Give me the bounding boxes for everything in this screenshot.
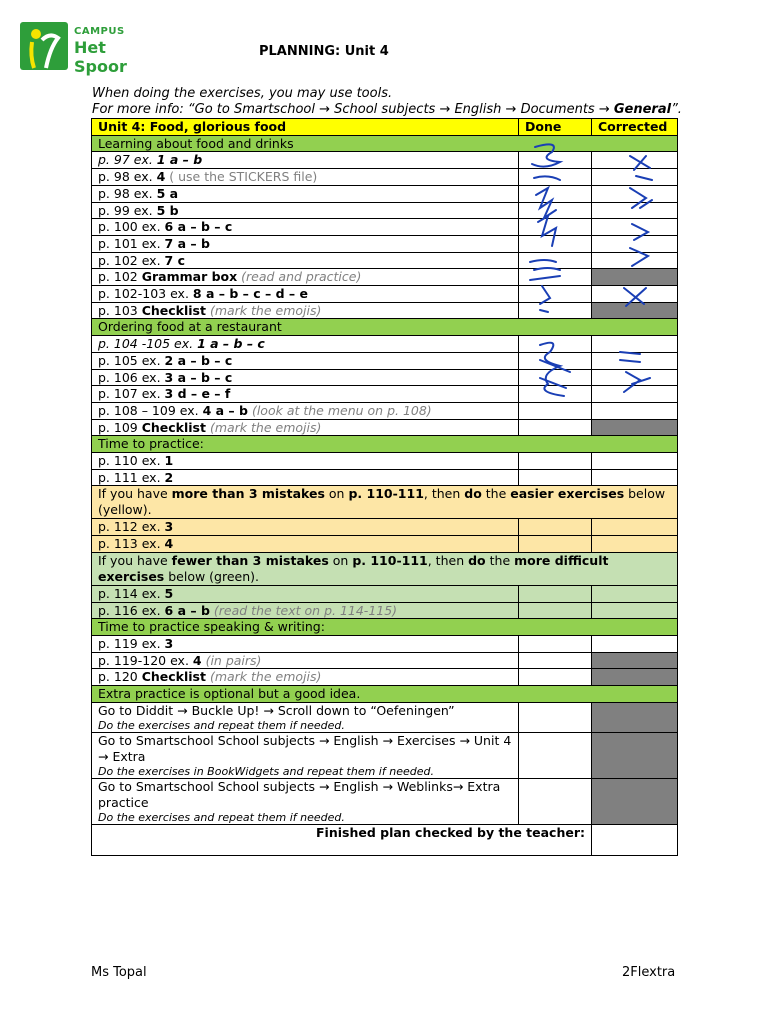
footer-teacher: Ms Topal — [91, 965, 147, 980]
done-cell[interactable] — [519, 219, 592, 236]
intro — [92, 86, 682, 118]
corrected-cell[interactable] — [592, 202, 678, 219]
done-cell[interactable] — [519, 336, 592, 353]
done-cell[interactable] — [519, 302, 592, 319]
table-row: p. 116 ex. 6 a – b (read the text on p. 114-115) — [92, 602, 678, 619]
corrected-cell[interactable] — [592, 585, 678, 602]
corrected-cell[interactable] — [592, 252, 678, 269]
table-row: p. 98 ex. 5 a — [92, 185, 678, 202]
table-row: p. 102 Grammar box (read and practice) — [92, 269, 678, 286]
header-corrected: Corrected — [592, 119, 678, 136]
logo-campus: CAMPUS — [74, 26, 125, 37]
corrected-cell[interactable] — [592, 402, 678, 419]
done-cell[interactable] — [519, 235, 592, 252]
corrected-cell-disabled — [592, 702, 678, 732]
corrected-cell[interactable] — [592, 219, 678, 236]
table-row: p. 102-103 ex. 8 a – b – c – d – e — [92, 286, 678, 303]
corrected-cell-disabled — [592, 269, 678, 286]
done-cell[interactable] — [519, 152, 592, 169]
table-row: p. 101 ex. 7 a – b — [92, 235, 678, 252]
table-row: p. 104 -105 ex. 1 a – b – c — [92, 336, 678, 353]
table-row: p. 107 ex. 3 d – e – f — [92, 386, 678, 403]
table-row: p. 114 ex. 5 — [92, 585, 678, 602]
table-row: p. 102 ex. 7 c — [92, 252, 678, 269]
corrected-cell-disabled — [592, 419, 678, 436]
done-cell[interactable] — [519, 252, 592, 269]
corrected-cell-disabled — [592, 652, 678, 669]
done-cell[interactable] — [519, 602, 592, 619]
done-cell[interactable] — [519, 469, 592, 486]
done-cell[interactable] — [519, 635, 592, 652]
table-row: p. 113 ex. 4 — [92, 536, 678, 553]
done-cell[interactable] — [519, 519, 592, 536]
corrected-cell[interactable] — [592, 602, 678, 619]
corrected-cell[interactable] — [592, 286, 678, 303]
table-row: p. 120 Checklist (mark the emojis) — [92, 669, 678, 686]
done-cell[interactable] — [519, 453, 592, 470]
teacher-check-cell[interactable] — [592, 824, 678, 855]
done-cell[interactable] — [519, 585, 592, 602]
extra-row: Go to Smartschool School subjects → English → Exercises → Unit 4 → Extra Do the exercises in BookWidgets and repeat them if needed. — [92, 732, 678, 778]
extra-row: Go to Diddit → Buckle Up! → Scroll down to “Oefeningen” Do the exercises and repeat them if needed. — [92, 702, 678, 732]
instruction-row-easier: If you have more than 3 mistakes on p. 110-111, then do the easier exercises below (yellow). — [92, 486, 678, 519]
planning-table — [91, 118, 678, 856]
section-row: Time to practice: — [92, 436, 678, 453]
done-cell[interactable] — [519, 169, 592, 186]
table-row: p. 119-120 ex. 4 (in pairs) — [92, 652, 678, 669]
corrected-cell[interactable] — [592, 152, 678, 169]
done-cell[interactable] — [519, 536, 592, 553]
header-done: Done — [519, 119, 592, 136]
corrected-cell[interactable] — [592, 386, 678, 403]
done-cell[interactable] — [519, 386, 592, 403]
header-unit: Unit 4: Food, glorious food — [92, 119, 519, 136]
section-row: Ordering food at a restaurant — [92, 319, 678, 336]
corrected-cell-disabled — [592, 302, 678, 319]
campus-logo — [20, 22, 155, 76]
section-row: Learning about food and drinks — [92, 135, 678, 152]
done-cell[interactable] — [519, 652, 592, 669]
corrected-cell[interactable] — [592, 336, 678, 353]
corrected-cell[interactable] — [592, 169, 678, 186]
table-row: p. 111 ex. 2 — [92, 469, 678, 486]
done-cell[interactable] — [519, 778, 592, 824]
done-cell[interactable] — [519, 669, 592, 686]
table-row: p. 105 ex. 2 a – b – c — [92, 352, 678, 369]
done-cell[interactable] — [519, 732, 592, 778]
page-title: PLANNING: Unit 4 — [259, 44, 389, 59]
done-cell[interactable] — [519, 185, 592, 202]
done-cell[interactable] — [519, 286, 592, 303]
table-header — [92, 119, 678, 136]
instruction-row-difficult: If you have fewer than 3 mistakes on p. 110-111, then do the more difficult exercises below (green). — [92, 552, 678, 585]
table-row: p. 110 ex. 1 — [92, 453, 678, 470]
table-row: p. 112 ex. 3 — [92, 519, 678, 536]
table-row: p. 97 ex. 1 a – b — [92, 152, 678, 169]
intro-line-1: When doing the exercises, you may use tools. — [92, 86, 393, 101]
corrected-cell[interactable] — [592, 536, 678, 553]
final-check-row — [92, 824, 678, 855]
done-cell[interactable] — [519, 269, 592, 286]
table-row: p. 103 Checklist (mark the emojis) — [92, 302, 678, 319]
table-row: p. 100 ex. 6 a – b – c — [92, 219, 678, 236]
corrected-cell[interactable] — [592, 635, 678, 652]
footer-class: 2Flextra — [622, 965, 676, 980]
done-cell[interactable] — [519, 402, 592, 419]
done-cell[interactable] — [519, 352, 592, 369]
section-row: Extra practice is optional but a good idea. — [92, 686, 678, 703]
corrected-cell[interactable] — [592, 519, 678, 536]
section-row: Time to practice speaking & writing: — [92, 619, 678, 636]
table-row: p. 98 ex. 4 ( use the STICKERS file) — [92, 169, 678, 186]
corrected-cell-disabled — [592, 669, 678, 686]
corrected-cell[interactable] — [592, 235, 678, 252]
corrected-cell-disabled — [592, 778, 678, 824]
table-row: p. 109 Checklist (mark the emojis) — [92, 419, 678, 436]
table-row: p. 108 – 109 ex. 4 a – b (look at the menu on p. 108) — [92, 402, 678, 419]
corrected-cell[interactable] — [592, 352, 678, 369]
table-row: p. 106 ex. 3 a – b – c — [92, 369, 678, 386]
done-cell[interactable] — [519, 702, 592, 732]
corrected-cell[interactable] — [592, 453, 678, 470]
done-cell[interactable] — [519, 369, 592, 386]
corrected-cell[interactable] — [592, 469, 678, 486]
final-check-label: Finished plan checked by the teacher: — [92, 824, 592, 855]
logo-name: Het Spoor — [74, 38, 127, 76]
intro-line-2: For more info: “Go to Smartschool → School subjects → English → Documents → General”. — [92, 102, 682, 117]
corrected-cell[interactable] — [592, 369, 678, 386]
corrected-cell-disabled — [592, 732, 678, 778]
done-cell[interactable] — [519, 419, 592, 436]
corrected-cell[interactable] — [592, 185, 678, 202]
logo-mark-icon — [20, 22, 70, 72]
done-cell[interactable] — [519, 202, 592, 219]
table-row: p. 99 ex. 5 b — [92, 202, 678, 219]
table-row: p. 119 ex. 3 — [92, 635, 678, 652]
extra-row: Go to Smartschool School subjects → English → Weblinks→ Extra practice Do the exercises and repeat them if needed. — [92, 778, 678, 824]
